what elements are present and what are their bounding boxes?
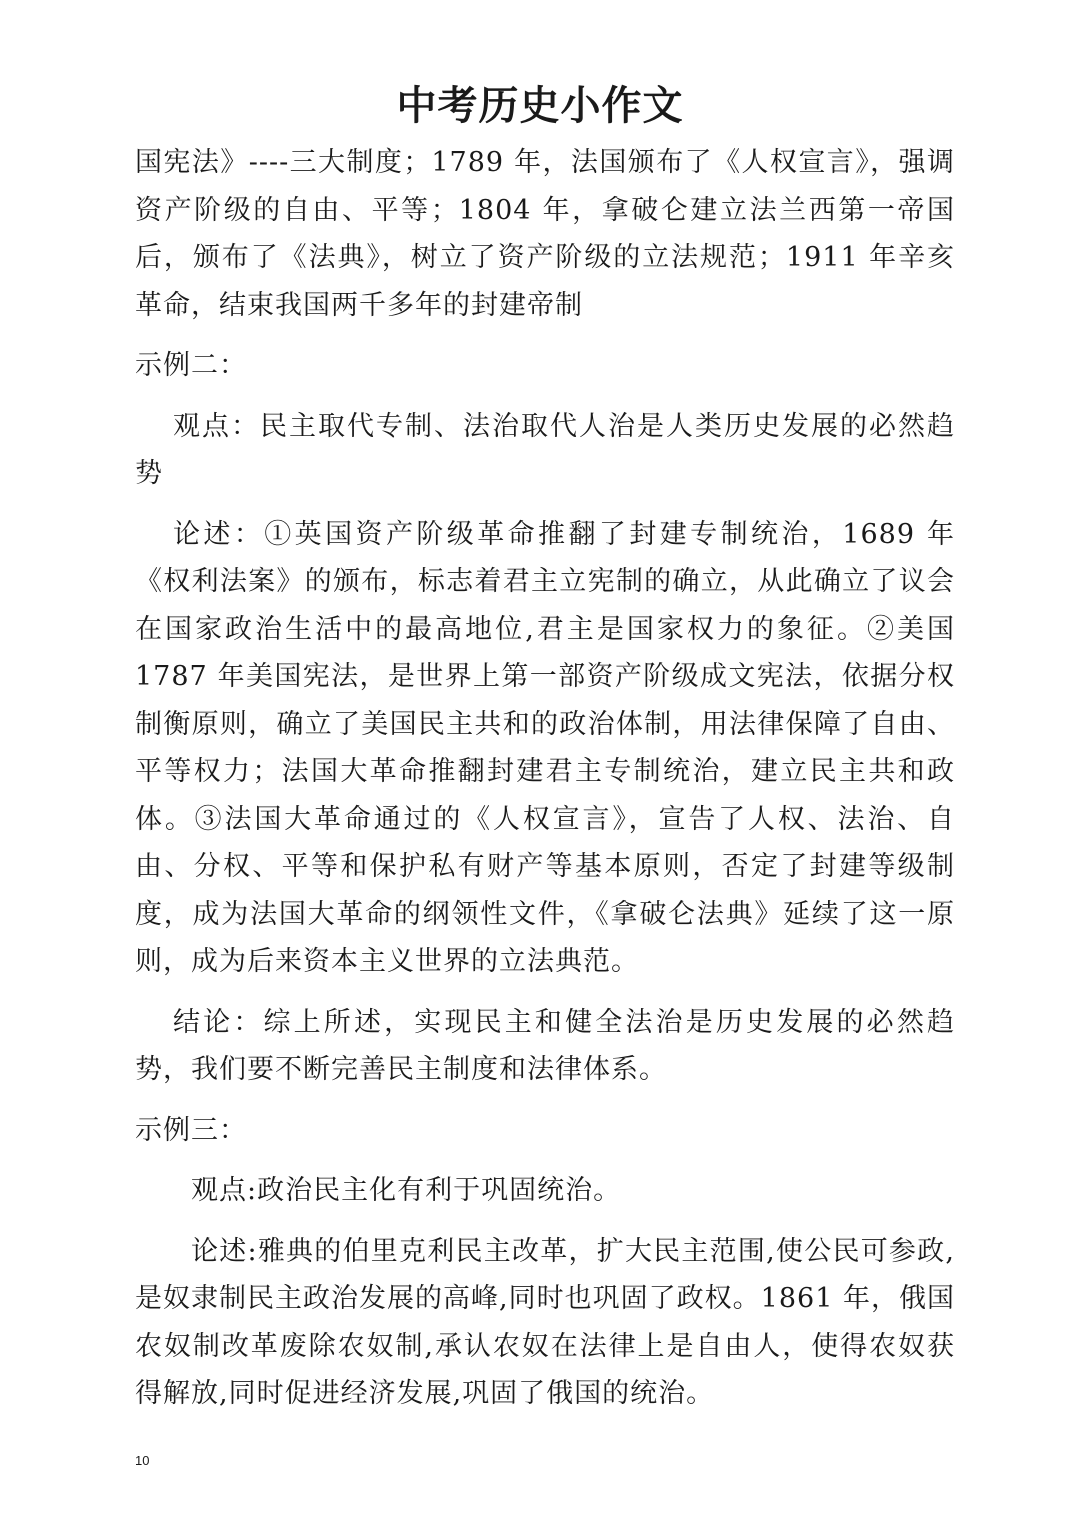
example-two-conclusion: 结论：综上所述，实现民主和健全法治是历史发展的必然趋势，我们要不断完善民主制度和法律体系。: [135, 1006, 955, 1085]
example-two-viewpoint: 观点：民主取代专制、法治取代人治是人类历史发展的必然趋势: [135, 410, 955, 489]
example-three-heading: 示例三：: [135, 1114, 247, 1146]
page-title: 中考历史小作文: [396, 83, 684, 129]
example-two-heading: 示例二：: [135, 350, 247, 381]
example-three-argument: 论述:雅典的伯里克利民主改革，扩大民主范围,使公民可参政,是奴隶制民主政治发展的高峰,同时也巩固了政权。1861 年，俄国农奴制改革废除农奴制,承认农奴在法律上是自由人，使得农奴获得解放,同时促进经济发展,巩固了俄国的统治。: [135, 1235, 955, 1409]
continued-paragraph: 国宪法》----三大制度；1789 年，法国颁布了《人权宣言》，强调资产阶级的自由、平等；1804 年，拿破仑建立法兰西第一帝国后，颁布了《法典》，树立了资产阶级的立法规范；1911 年辛亥革命，结束我国两千多年的封建帝制: [135, 147, 955, 321]
example-three-viewpoint: 观点:政治民主化有利于巩固统治。: [191, 1175, 622, 1206]
document-body: [135, 139, 955, 1418]
example-two-argument: 论述：①英国资产阶级革命推翻了封建专制统治，1689 年《权利法案》的颁布，标志着君主立宪制的确立，从此确立了议会在国家政治生活中的最高地位,君主是国家权力的象征。②美国 1787 年美国宪法，是世界上第一部资产阶级成文宪法，依据分权制衡原则，确立了美国民主共和的政治体制，用法律保障了自由、平等权力；法国大革命推翻封建君主专制统治，建立民主共和政体。③法国大革命通过的《人权宣言》，宣告了人权、法治、自由、分权、平等和保护私有财产等基本原则，否定了封建等级制度，成为法国大革命的纲领性文件，《拿破仑法典》延续了这一原则，成为后来资本主义世界的立法典范。: [135, 518, 955, 977]
page-number: 10: [135, 1453, 150, 1468]
